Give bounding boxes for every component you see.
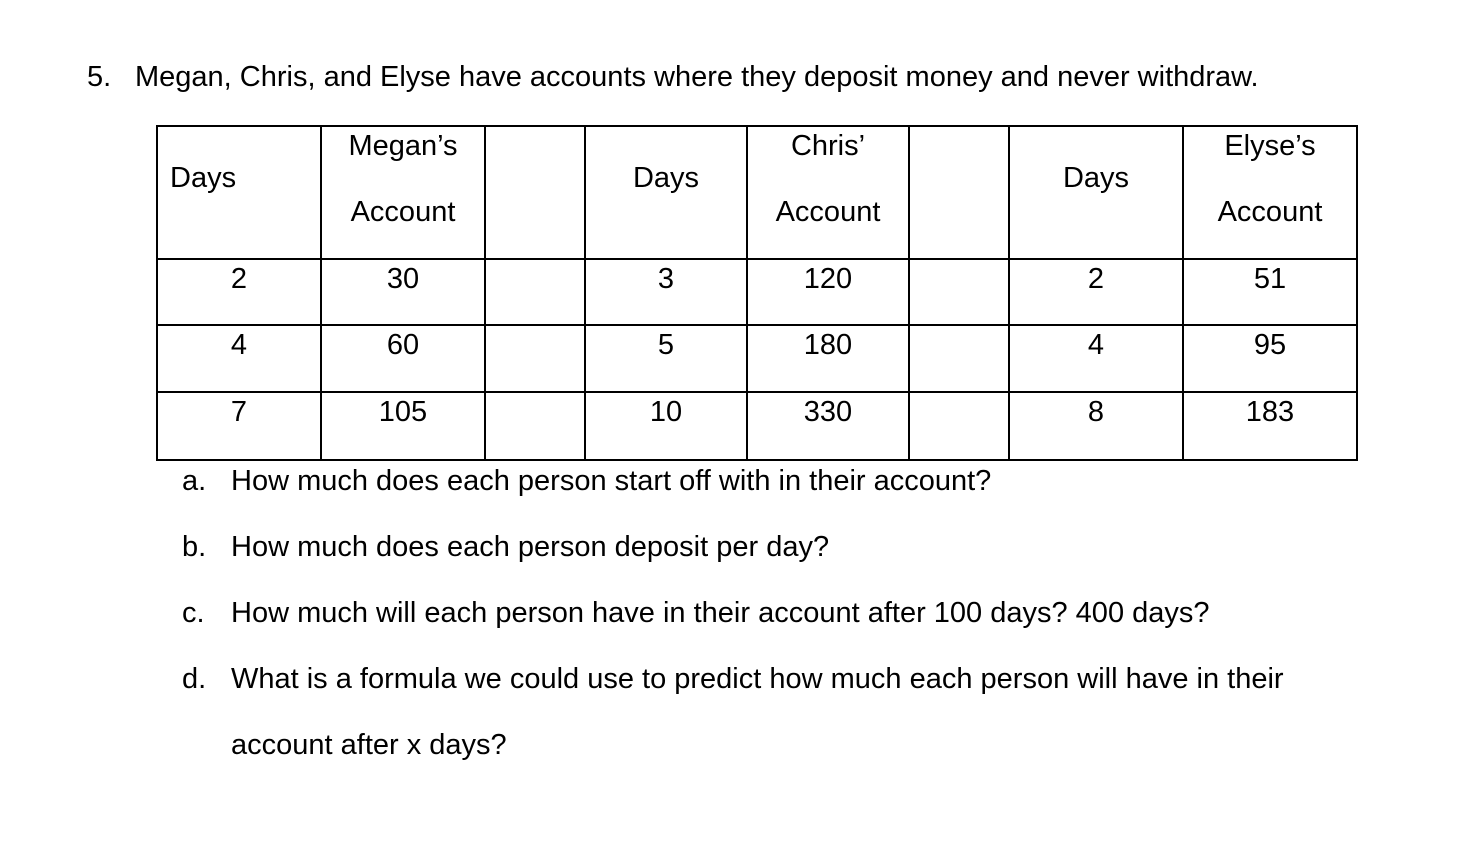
table-row: [157, 392, 1357, 460]
megan-amount-cell: 105: [321, 392, 485, 460]
question-letter: d.: [182, 663, 207, 695]
problem-number: 5.: [87, 61, 112, 93]
chris-amount-cell: 330: [747, 392, 909, 460]
chris-account-header-name: Chris’: [790, 130, 866, 162]
question-letter: c.: [182, 597, 205, 629]
header-row: [157, 126, 1357, 259]
table-row: [157, 325, 1357, 392]
megan-days-cell: 4: [157, 325, 321, 392]
table-spacer: [909, 259, 1009, 325]
chris-days-cell: 10: [585, 392, 747, 460]
chris-days-cell: 3: [585, 259, 747, 325]
question-text: How much does each person start off with in their account?: [231, 465, 992, 497]
table-row: [157, 259, 1357, 325]
question-letter: b.: [182, 531, 207, 563]
megan-days-cell: 2: [157, 259, 321, 325]
table-spacer: [909, 325, 1009, 392]
megan-amount-cell: 30: [321, 259, 485, 325]
elyse-amount-cell: 51: [1183, 259, 1357, 325]
question-text: How much will each person have in their account after 100 days? 400 days?: [231, 597, 1210, 629]
megan-account-header-label: Account: [350, 196, 456, 228]
table-spacer: [485, 126, 585, 259]
question-list: [182, 462, 1284, 764]
elyse-amount-cell: 183: [1183, 392, 1357, 460]
megan-account-header: [321, 126, 485, 259]
question-c: [182, 594, 1284, 660]
chris-account-header: [747, 126, 909, 259]
elyse-days-header: Days: [1009, 126, 1183, 259]
elyse-account-header: [1183, 126, 1357, 259]
chris-days-header: Days: [585, 126, 747, 259]
megan-days-cell: 7: [157, 392, 321, 460]
elyse-amount-cell: 95: [1183, 325, 1357, 392]
question-a: [182, 462, 1284, 528]
elyse-account-header-name: Elyse’s: [1224, 130, 1316, 162]
table-spacer: [485, 259, 585, 325]
chris-amount-cell: 180: [747, 325, 909, 392]
problem-stem: [87, 58, 1259, 96]
megan-amount-cell: 60: [321, 325, 485, 392]
chris-account-header-label: Account: [775, 196, 881, 228]
megan-days-header: Days: [157, 126, 321, 259]
chris-amount-cell: 120: [747, 259, 909, 325]
elyse-days-cell: 4: [1009, 325, 1183, 392]
table-spacer: [909, 392, 1009, 460]
question-d-continuation: account after x days?: [231, 729, 507, 761]
table-spacer: [485, 325, 585, 392]
question-text: How much does each person deposit per day?: [231, 531, 830, 563]
question-d: [182, 660, 1284, 726]
elyse-days-cell: 8: [1009, 392, 1183, 460]
accounts-table: [156, 125, 1358, 461]
question-text: What is a formula we could use to predict how much each person will have in their: [231, 663, 1284, 695]
problem-text: Megan, Chris, and Elyse have accounts where they deposit money and never withdraw.: [135, 61, 1259, 93]
elyse-account-header-label: Account: [1217, 196, 1323, 228]
table-spacer: [485, 392, 585, 460]
chris-days-cell: 5: [585, 325, 747, 392]
megan-account-header-name: Megan’s: [348, 130, 458, 162]
elyse-days-cell: 2: [1009, 259, 1183, 325]
question-letter: a.: [182, 465, 207, 497]
table-spacer: [909, 126, 1009, 259]
question-b: [182, 528, 1284, 594]
